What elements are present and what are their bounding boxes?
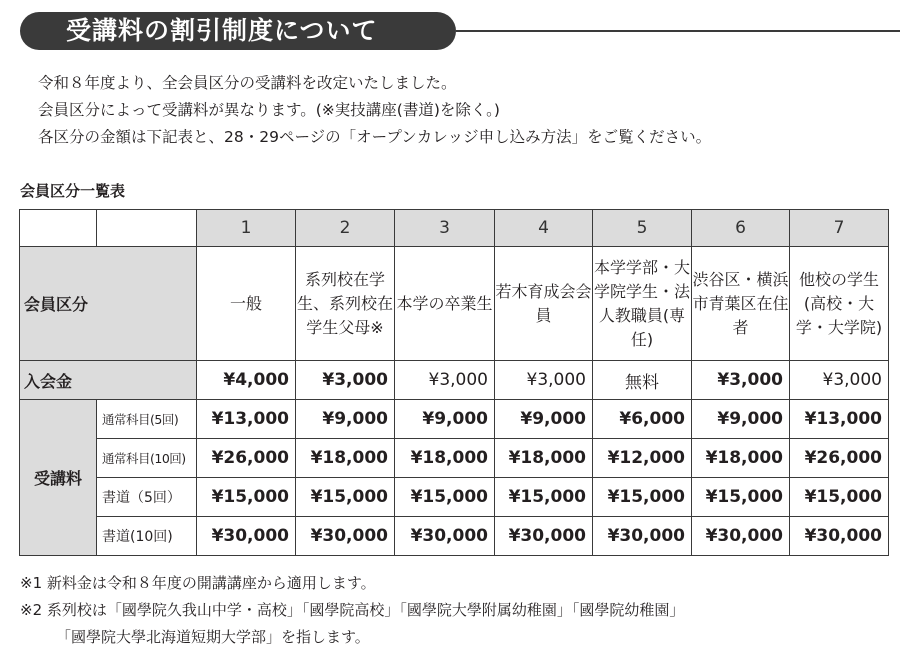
price-cell: ¥26,000 bbox=[197, 439, 296, 478]
category-cell: 本学の卒業生 bbox=[395, 247, 495, 361]
price-cell: ¥18,000 bbox=[495, 439, 593, 478]
table-row bbox=[20, 400, 889, 439]
price-cell: ¥15,000 bbox=[296, 478, 395, 517]
section-header bbox=[20, 10, 900, 54]
price-cell: ¥15,000 bbox=[197, 478, 296, 517]
table-row bbox=[20, 517, 889, 556]
price-cell: ¥18,000 bbox=[692, 439, 790, 478]
price-cell: ¥3,000 bbox=[296, 361, 395, 400]
row-label: 入会金 bbox=[20, 361, 197, 400]
price-cell: ¥15,000 bbox=[692, 478, 790, 517]
price-cell: ¥4,000 bbox=[197, 361, 296, 400]
price-cell: ¥30,000 bbox=[692, 517, 790, 556]
price-cell: ¥30,000 bbox=[593, 517, 692, 556]
price-cell: ¥15,000 bbox=[395, 478, 495, 517]
title-rule bbox=[456, 30, 900, 32]
price-cell: ¥3,000 bbox=[692, 361, 790, 400]
intro-text bbox=[38, 70, 711, 151]
column-number: 7 bbox=[790, 210, 889, 247]
price-cell: ¥3,000 bbox=[495, 361, 593, 400]
row-label: 受講料 bbox=[20, 400, 97, 556]
price-cell: ¥9,000 bbox=[495, 400, 593, 439]
empty-cell bbox=[20, 210, 97, 247]
table-row bbox=[20, 439, 889, 478]
price-cell: ¥9,000 bbox=[395, 400, 495, 439]
course-label: 書道（5回） bbox=[97, 478, 197, 517]
category-cell: 渋谷区・横浜市青葉区在住者 bbox=[692, 247, 790, 361]
course-label: 通常科目(5回) bbox=[97, 400, 197, 439]
price-cell: ¥9,000 bbox=[692, 400, 790, 439]
price-cell: ¥15,000 bbox=[593, 478, 692, 517]
footnotes bbox=[20, 570, 684, 651]
price-cell: ¥30,000 bbox=[395, 517, 495, 556]
category-cell: 系列校在学生、系列校在学生父母※ bbox=[296, 247, 395, 361]
course-label: 通常科目(10回) bbox=[97, 439, 197, 478]
intro-line: 会員区分によって受講料が異なります。(※実技講座(書道)を除く。) bbox=[38, 101, 500, 119]
price-cell: ¥30,000 bbox=[790, 517, 889, 556]
column-number: 2 bbox=[296, 210, 395, 247]
course-label: 書道(10回) bbox=[97, 517, 197, 556]
price-cell: ¥12,000 bbox=[593, 439, 692, 478]
table-row bbox=[20, 478, 889, 517]
price-cell: ¥13,000 bbox=[197, 400, 296, 439]
membership-fee-table bbox=[19, 209, 889, 556]
price-cell: 無料 bbox=[593, 361, 692, 400]
category-cell: 一般 bbox=[197, 247, 296, 361]
category-cell: 若木育成会会員 bbox=[495, 247, 593, 361]
column-number: 4 bbox=[495, 210, 593, 247]
table-row bbox=[20, 247, 889, 361]
price-cell: ¥9,000 bbox=[296, 400, 395, 439]
footnote: ※2 系列校は「國學院久我山中学・高校」「國學院高校」「國學院大學附属幼稚園」「國學院幼稚園」 bbox=[20, 601, 685, 619]
price-cell: ¥26,000 bbox=[790, 439, 889, 478]
table-row bbox=[20, 210, 889, 247]
price-cell: ¥6,000 bbox=[593, 400, 692, 439]
price-cell: ¥15,000 bbox=[495, 478, 593, 517]
footnote: ※1 新料金は令和８年度の開講講座から適用します。 bbox=[20, 574, 376, 592]
column-number: 6 bbox=[692, 210, 790, 247]
price-cell: ¥30,000 bbox=[296, 517, 395, 556]
column-number: 3 bbox=[395, 210, 495, 247]
table-row bbox=[20, 361, 889, 400]
footnote: 「國學院大學北海道短期大学部」を指します。 bbox=[56, 628, 370, 646]
column-number: 1 bbox=[197, 210, 296, 247]
price-cell: ¥15,000 bbox=[790, 478, 889, 517]
intro-line: 令和８年度より、全会員区分の受講料を改定いたしました。 bbox=[38, 74, 457, 92]
page-title: 受講料の割引制度について bbox=[20, 12, 456, 50]
price-cell: ¥18,000 bbox=[296, 439, 395, 478]
price-cell: ¥30,000 bbox=[495, 517, 593, 556]
category-cell: 他校の学生(高校・大学・大学院) bbox=[790, 247, 889, 361]
row-label: 会員区分 bbox=[20, 247, 197, 361]
price-cell: ¥3,000 bbox=[395, 361, 495, 400]
price-cell: ¥18,000 bbox=[395, 439, 495, 478]
empty-cell bbox=[97, 210, 197, 247]
table-title: 会員区分一覧表 bbox=[20, 182, 126, 200]
price-cell: ¥30,000 bbox=[197, 517, 296, 556]
category-cell: 本学学部・大学院学生・法人教職員(専任) bbox=[593, 247, 692, 361]
column-number: 5 bbox=[593, 210, 692, 247]
intro-line: 各区分の金額は下記表と、28・29ページの「オープンカレッジ申し込み方法」をご覧ください。 bbox=[38, 128, 712, 146]
price-cell: ¥3,000 bbox=[790, 361, 889, 400]
price-cell: ¥13,000 bbox=[790, 400, 889, 439]
